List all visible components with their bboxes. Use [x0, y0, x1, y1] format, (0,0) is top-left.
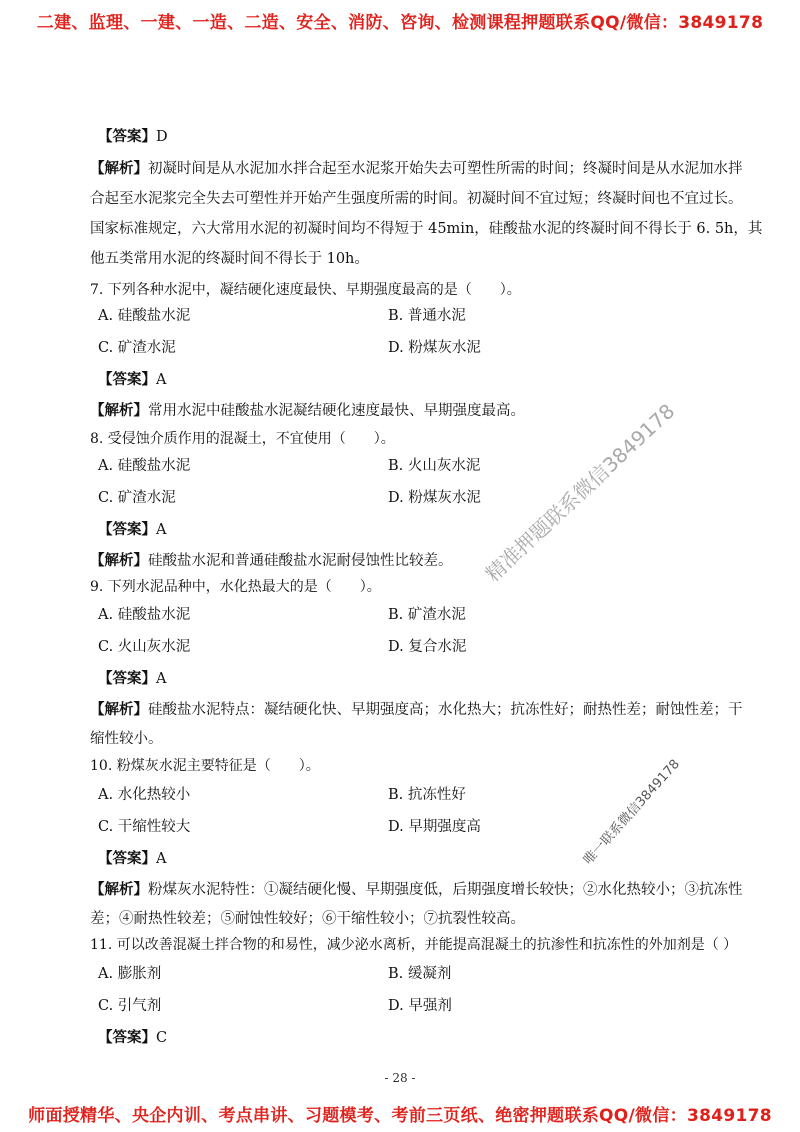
option-d: D. 复合水泥	[388, 639, 467, 655]
answer-value: D	[156, 129, 168, 145]
option-c: C. 矿渣水泥	[98, 490, 176, 506]
answer-tag: 【答案】	[98, 521, 156, 538]
analysis-text: 差；④耐热性较差；⑤耐蚀性较好；⑥干缩性较小；⑦抗裂性较高。	[90, 911, 525, 927]
analysis-text: 国家标准规定，六大常用水泥的初凝时间均不得短于 45min，硅酸盐水泥的终凝时间不得长于 6. 5h，其	[90, 221, 763, 237]
option-b: B. 矿渣水泥	[388, 607, 466, 623]
analysis-text: 合起至水泥浆完全失去可塑性并开始产生强度所需的时间。初凝时间不宜过短；终凝时间也不宜过长。	[90, 191, 743, 207]
answer-line	[98, 1026, 167, 1047]
option-c: C. 干缩性较大	[98, 819, 191, 835]
answer-tag: 【答案】	[98, 670, 156, 687]
analysis-line	[90, 549, 720, 570]
option-b: B. 普通水泥	[388, 308, 466, 324]
answer-line	[98, 368, 166, 389]
analysis-text: 他五类常用水泥的终凝时间不得长于 10h。	[90, 251, 369, 267]
analysis-tag: 【解析】	[90, 552, 148, 569]
option-c: C. 引气剂	[98, 998, 162, 1014]
option-d: D. 早强剂	[388, 998, 452, 1014]
answer-line	[98, 667, 166, 688]
question-stem: 8. 受侵蚀介质作用的混凝土，不宜使用（ ）。	[90, 431, 395, 447]
page-number: - 28 -	[384, 1071, 416, 1085]
option-a: A. 硅酸盐水泥	[98, 607, 191, 623]
analysis-text: 常用水泥中硅酸盐水泥凝结硬化速度最快、早期强度最高。	[148, 403, 525, 419]
option-d: D. 早期强度高	[388, 819, 481, 835]
option-a: A. 硅酸盐水泥	[98, 308, 191, 324]
analysis-text: 初凝时间是从水泥加水拌合起至水泥浆开始失去可塑性所需的时间；终凝时间是从水泥加水拌	[148, 161, 743, 177]
answer-tag: 【答案】	[98, 371, 156, 388]
option-c: C. 火山灰水泥	[98, 639, 191, 655]
analysis-line	[90, 399, 720, 420]
option-d: D. 粉煤灰水泥	[388, 490, 481, 506]
option-c: C. 矿渣水泥	[98, 340, 176, 356]
analysis-tag: 【解析】	[90, 402, 148, 419]
option-a: A. 硅酸盐水泥	[98, 458, 191, 474]
option-d: D. 粉煤灰水泥	[388, 340, 481, 356]
analysis-tag: 【解析】	[90, 701, 148, 718]
watermark-text: 唯一联系微信3849178	[580, 756, 683, 868]
option-a: A. 膨胀剂	[98, 966, 162, 982]
analysis-text: 硅酸盐水泥特点：凝结硬化快、早期强度高；水化热大；抗冻性好；耐热性差；耐蚀性差；干	[148, 702, 743, 718]
top-promo-banner: 二建、监理、一建、一造、二造、安全、消防、咨询、检测课程押题联系QQ/微信：3849178	[36, 13, 764, 33]
answer-value: A	[156, 372, 167, 388]
answer-value: C	[156, 1030, 168, 1046]
question-stem: 9. 下列水泥品种中，水化热最大的是（ ）。	[90, 579, 381, 595]
answer-line	[98, 518, 166, 539]
question-stem: 11. 可以改善混凝土拌合物的和易性，减少泌水离析，并能提高混凝土的抗渗性和抗冻性的外加剂是（ ）	[90, 937, 738, 953]
analysis-line	[90, 878, 743, 899]
answer-value: A	[156, 851, 167, 867]
bottom-promo-banner: 师面授精华、央企内训、考点串讲、习题模考、考前三页纸、绝密押题联系QQ/微信：3849178	[28, 1106, 772, 1126]
analysis-line	[90, 157, 743, 178]
analysis-text: 硅酸盐水泥和普通硅酸盐水泥耐侵蚀性比较差。	[148, 553, 453, 569]
analysis-text: 缩性较小。	[90, 731, 163, 747]
option-b: B. 缓凝剂	[388, 966, 452, 982]
question-stem: 7. 下列各种水泥中，凝结硬化速度最快、早期强度最高的是（ ）。	[90, 282, 521, 298]
analysis-tag: 【解析】	[90, 881, 148, 898]
answer-line	[98, 847, 166, 868]
answer-tag: 【答案】	[98, 128, 156, 145]
analysis-tag: 【解析】	[90, 160, 148, 177]
answer-tag: 【答案】	[98, 850, 156, 867]
analysis-text: 粉煤灰水泥特性：①凝结硬化慢、早期强度低，后期强度增长较快；②水化热较小；③抗冻性	[148, 882, 743, 898]
option-b: B. 抗冻性好	[388, 787, 466, 803]
option-a: A. 水化热较小	[98, 787, 191, 803]
question-stem: 10. 粉煤灰水泥主要特征是（ ）。	[90, 758, 320, 774]
answer-value: A	[156, 522, 167, 538]
analysis-line	[90, 698, 743, 719]
answer-line	[98, 125, 168, 146]
option-b: B. 火山灰水泥	[388, 458, 481, 474]
answer-tag: 【答案】	[98, 1029, 156, 1046]
watermark-text: 精准押题联系微信3849178	[480, 398, 680, 587]
answer-value: A	[156, 671, 167, 687]
